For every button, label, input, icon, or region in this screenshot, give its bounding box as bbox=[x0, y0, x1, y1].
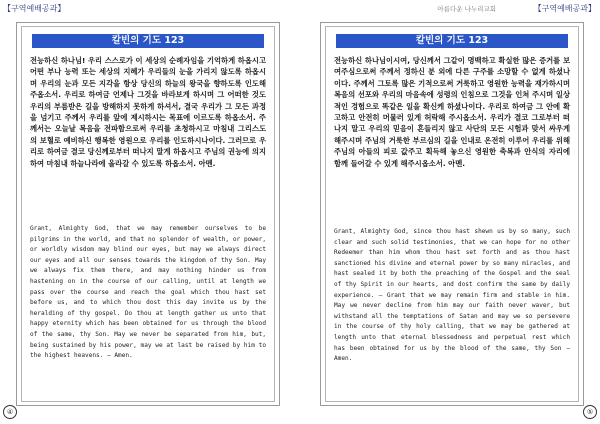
page-number: ④ bbox=[3, 405, 17, 419]
page-frame bbox=[320, 22, 584, 406]
right-page bbox=[300, 0, 600, 424]
prayer-title: 칼빈의 기도 123 bbox=[336, 34, 568, 48]
page-frame bbox=[16, 22, 280, 406]
section-tag: 【구역예배공과】 bbox=[533, 4, 596, 13]
korean-prayer-text: 전능하신 하나님이시여, 당신께서 그같이 명백하고 확실한 많은 증거를 보여주심으로써 주께서 정하신 분 외에 다른 구주를 소망할 수 없게 하셨나이다. 주께서 그토록 많은 기적으로써 거룩하고 영원한 능력을 재가하시며 복음의 선포와 우리의 마음속에 성령의 인침으로 그것을 인쳐 주시며 일상적인 경험으로 똑같은 일을 확신케 하셨나이다. 우리로 하여금 그 안에 확고하고 안전히 머물러 있게 허락해 주시옵소서. 우리가 결코 그로부터 떠나지 말고 우리의 믿음이 흔들리지 않고 사단의 모든 시험과 맞서 싸우게 해주시며 주님의 거룩한 부르심의 길을 인내로 온전히 이루어 우리를 위해 주님의 아들의 피로 값주고 획득해 놓으신 영원한 축복과 안식의 자리에 함께 들어갈 수 있게 해주시옵소서. 아멘. bbox=[334, 56, 570, 168]
korean-prayer-text: 전능하신 하나님! 우리 스스로가 이 세상의 순례자임을 기억하게 하옵시고 어떤 부나 능력 또는 세상의 지혜가 우리들의 눈을 가리지 않도록 하옵시며 우리의 눈과 모든 지각을 항상 당신의 하늘의 왕국을 향하도록 인도해 주옵소서. 우리로 하여금 언제나 그것을 바라보게 하시며 그 어떠한 것도 우리의 부름받은 길을 방해하지 못하게 하셔서, 결국 우리가 그 모든 과정을 넘기고 주께서 우리를 앞에 제시하시는 목표에 이르도록 하옵소서. 주께서는 오늘날 복음을 전파함으로써 우리를 초청하시고 마침내 그리스도의 보혈로 예비하신 행복한 영원으로 우리를 인도하시나이다. 그러므로 우리로 하여금 결코 당신께로부터 떠나지 말게 하옵시고 주님의 권능에 의지하여 마침내 하늘나라에 올라갈 수 있도록 하옵소서. 아멘. bbox=[30, 56, 266, 168]
inner-frame bbox=[325, 26, 579, 402]
prayer-title: 칼빈의 기도 123 bbox=[32, 34, 264, 48]
church-name: 아름다운 나누리교회 bbox=[437, 5, 496, 13]
english-prayer-text: Grant, Almighty God, since thou hast shewn us by so many, such clear and such solid testimonies, that we can hope for no other Redeemer than him whom thou hast set forth and as thou hast sanctioned his divine and eternal power by so many miracles, and hast sealed it by both the preaching of the Gospel and the seal of thy Spirit in our hearts, and dost confirm the same by daily experience. — Grant that we may remain firm and stable in him. May we never decline from him may our faith never waver, but withstand all the temptations of Satan and may we so persevere in the course of thy holy calling, that we may be gathered at length unto that eternal blessedness and perpetual rest which has been obtained for us by the blood of the same, thy Son — Amen. bbox=[334, 228, 570, 363]
page-number: ⑤ bbox=[583, 405, 597, 419]
english-prayer-text: Grant, Almighty God, that we may remember ourselves to be pilgrims in the world, and that no splendor of wealth, or power, or worldly wisdom may blind our eyes, but may we always direct our eyes and all our senses towards the kingdom of thy Son. May we always fix them there, and may nothing hinder us from hastening on in the course of our calling, until at length we pass over the course and reach the goal which thou hast set before us, and to which thou dost this day invite us by the heralding of thy gospel. Do thou at length gather us unto that happy eternity which has been obtained for us through the blood of the same, thy Son. May we never be separated from him, but, being sustained by his power, may we at last be raised by him to the highest heavens. — Amen. bbox=[30, 225, 266, 360]
inner-frame bbox=[21, 26, 275, 402]
section-tag: 【구역예배공과】 bbox=[3, 4, 66, 13]
